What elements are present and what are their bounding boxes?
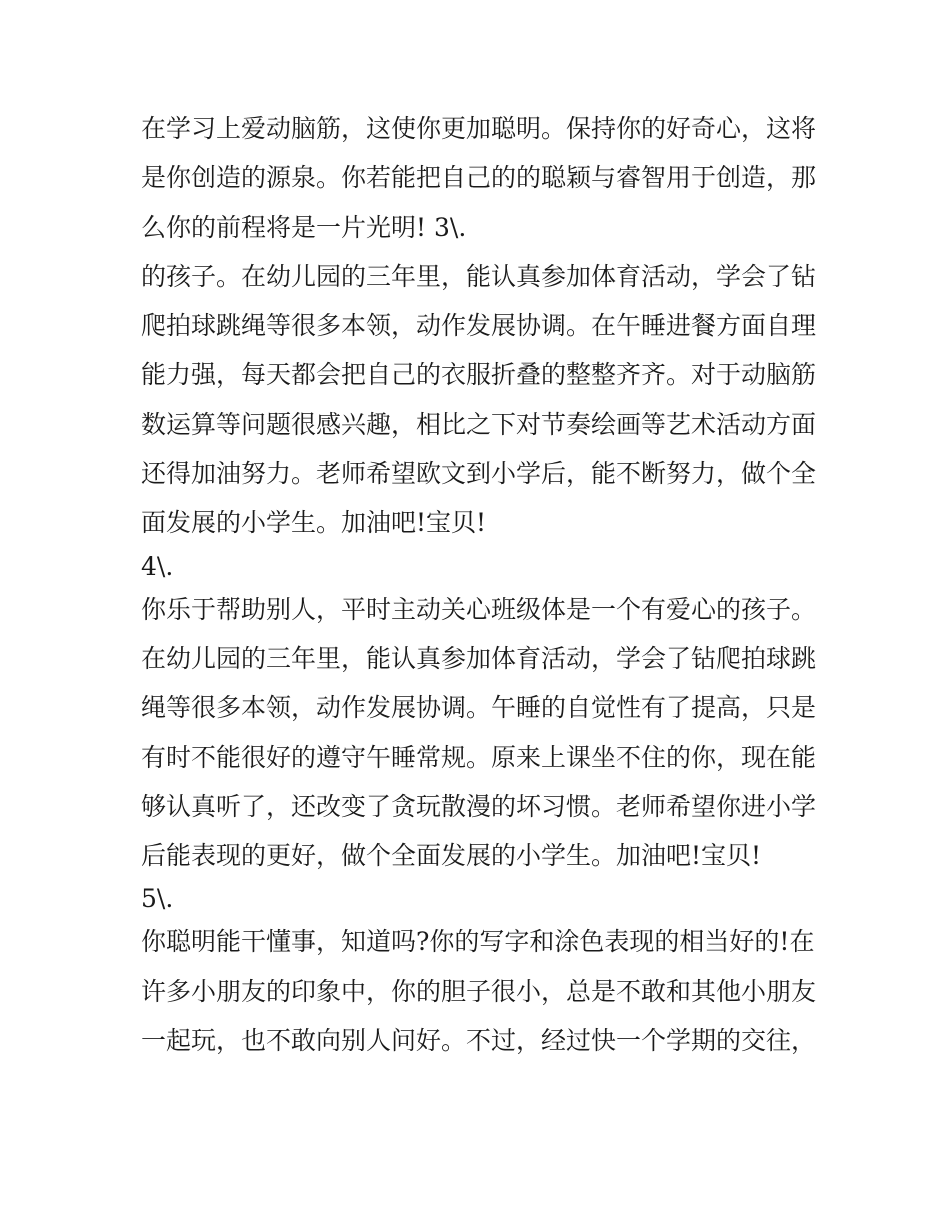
text-line: 你聪明能干懂事，知道吗?你的写字和涂色表现的相当好的!在 <box>141 927 815 957</box>
text-line: 的孩子。在幼儿园的三年里，能认真参加体育活动，学会了钻 <box>141 261 817 291</box>
text-line: 么你的前程将是一片光明! 3\. <box>141 212 467 242</box>
text-line: 有时不能很好的遵守午睡常规。原来上课坐不住的你，现在能 <box>141 742 817 772</box>
section-number: 5\. <box>141 884 174 914</box>
text-line: 在幼儿园的三年里，能认真参加体育活动，学会了钻爬拍球跳 <box>141 643 817 673</box>
text-line: 爬拍球跳绳等很多本领，动作发展协调。在午睡进餐方面自理 <box>141 311 817 341</box>
text-line: 够认真听了，还改变了贪玩散漫的坏习惯。老师希望你进小学 <box>141 791 817 821</box>
text-line: 在学习上爱动脑筋，这使你更加聪明。保持你的好奇心，这将 <box>141 114 817 143</box>
text-line: 面发展的小学生。加油吧!宝贝! <box>141 508 487 538</box>
text-line: 绳等很多本领，动作发展协调。午睡的自觉性有了提高，只是 <box>141 693 817 723</box>
text-line: 是你创造的源泉。你若能把自己的的聪颖与睿智用于创造，那 <box>141 163 817 193</box>
document-body <box>141 104 821 1065</box>
section-number: 4\. <box>141 551 174 581</box>
text-line: 还得加油努力。老师希望欧文到小学后，能不断努力，做个全 <box>141 459 817 489</box>
text-line: 一起玩，也不敢向别人问好。不过，经过快一个学期的交往， <box>141 1026 817 1056</box>
text-line: 后能表现的更好，做个全面发展的小学生。加油吧!宝贝! <box>141 841 762 871</box>
text-line: 数运算等问题很感兴趣，相比之下对节奏绘画等艺术活动方面 <box>141 409 817 439</box>
text-line: 你乐于帮助别人，平时主动关心班级体是一个有爱心的孩子。 <box>141 594 817 624</box>
text-line: 许多小朋友的印象中，你的胆子很小，总是不敢和其他小朋友 <box>141 976 817 1006</box>
text-line: 能力强，每天都会把自己的衣服折叠的整整齐齐。对于动脑筋 <box>141 360 817 390</box>
